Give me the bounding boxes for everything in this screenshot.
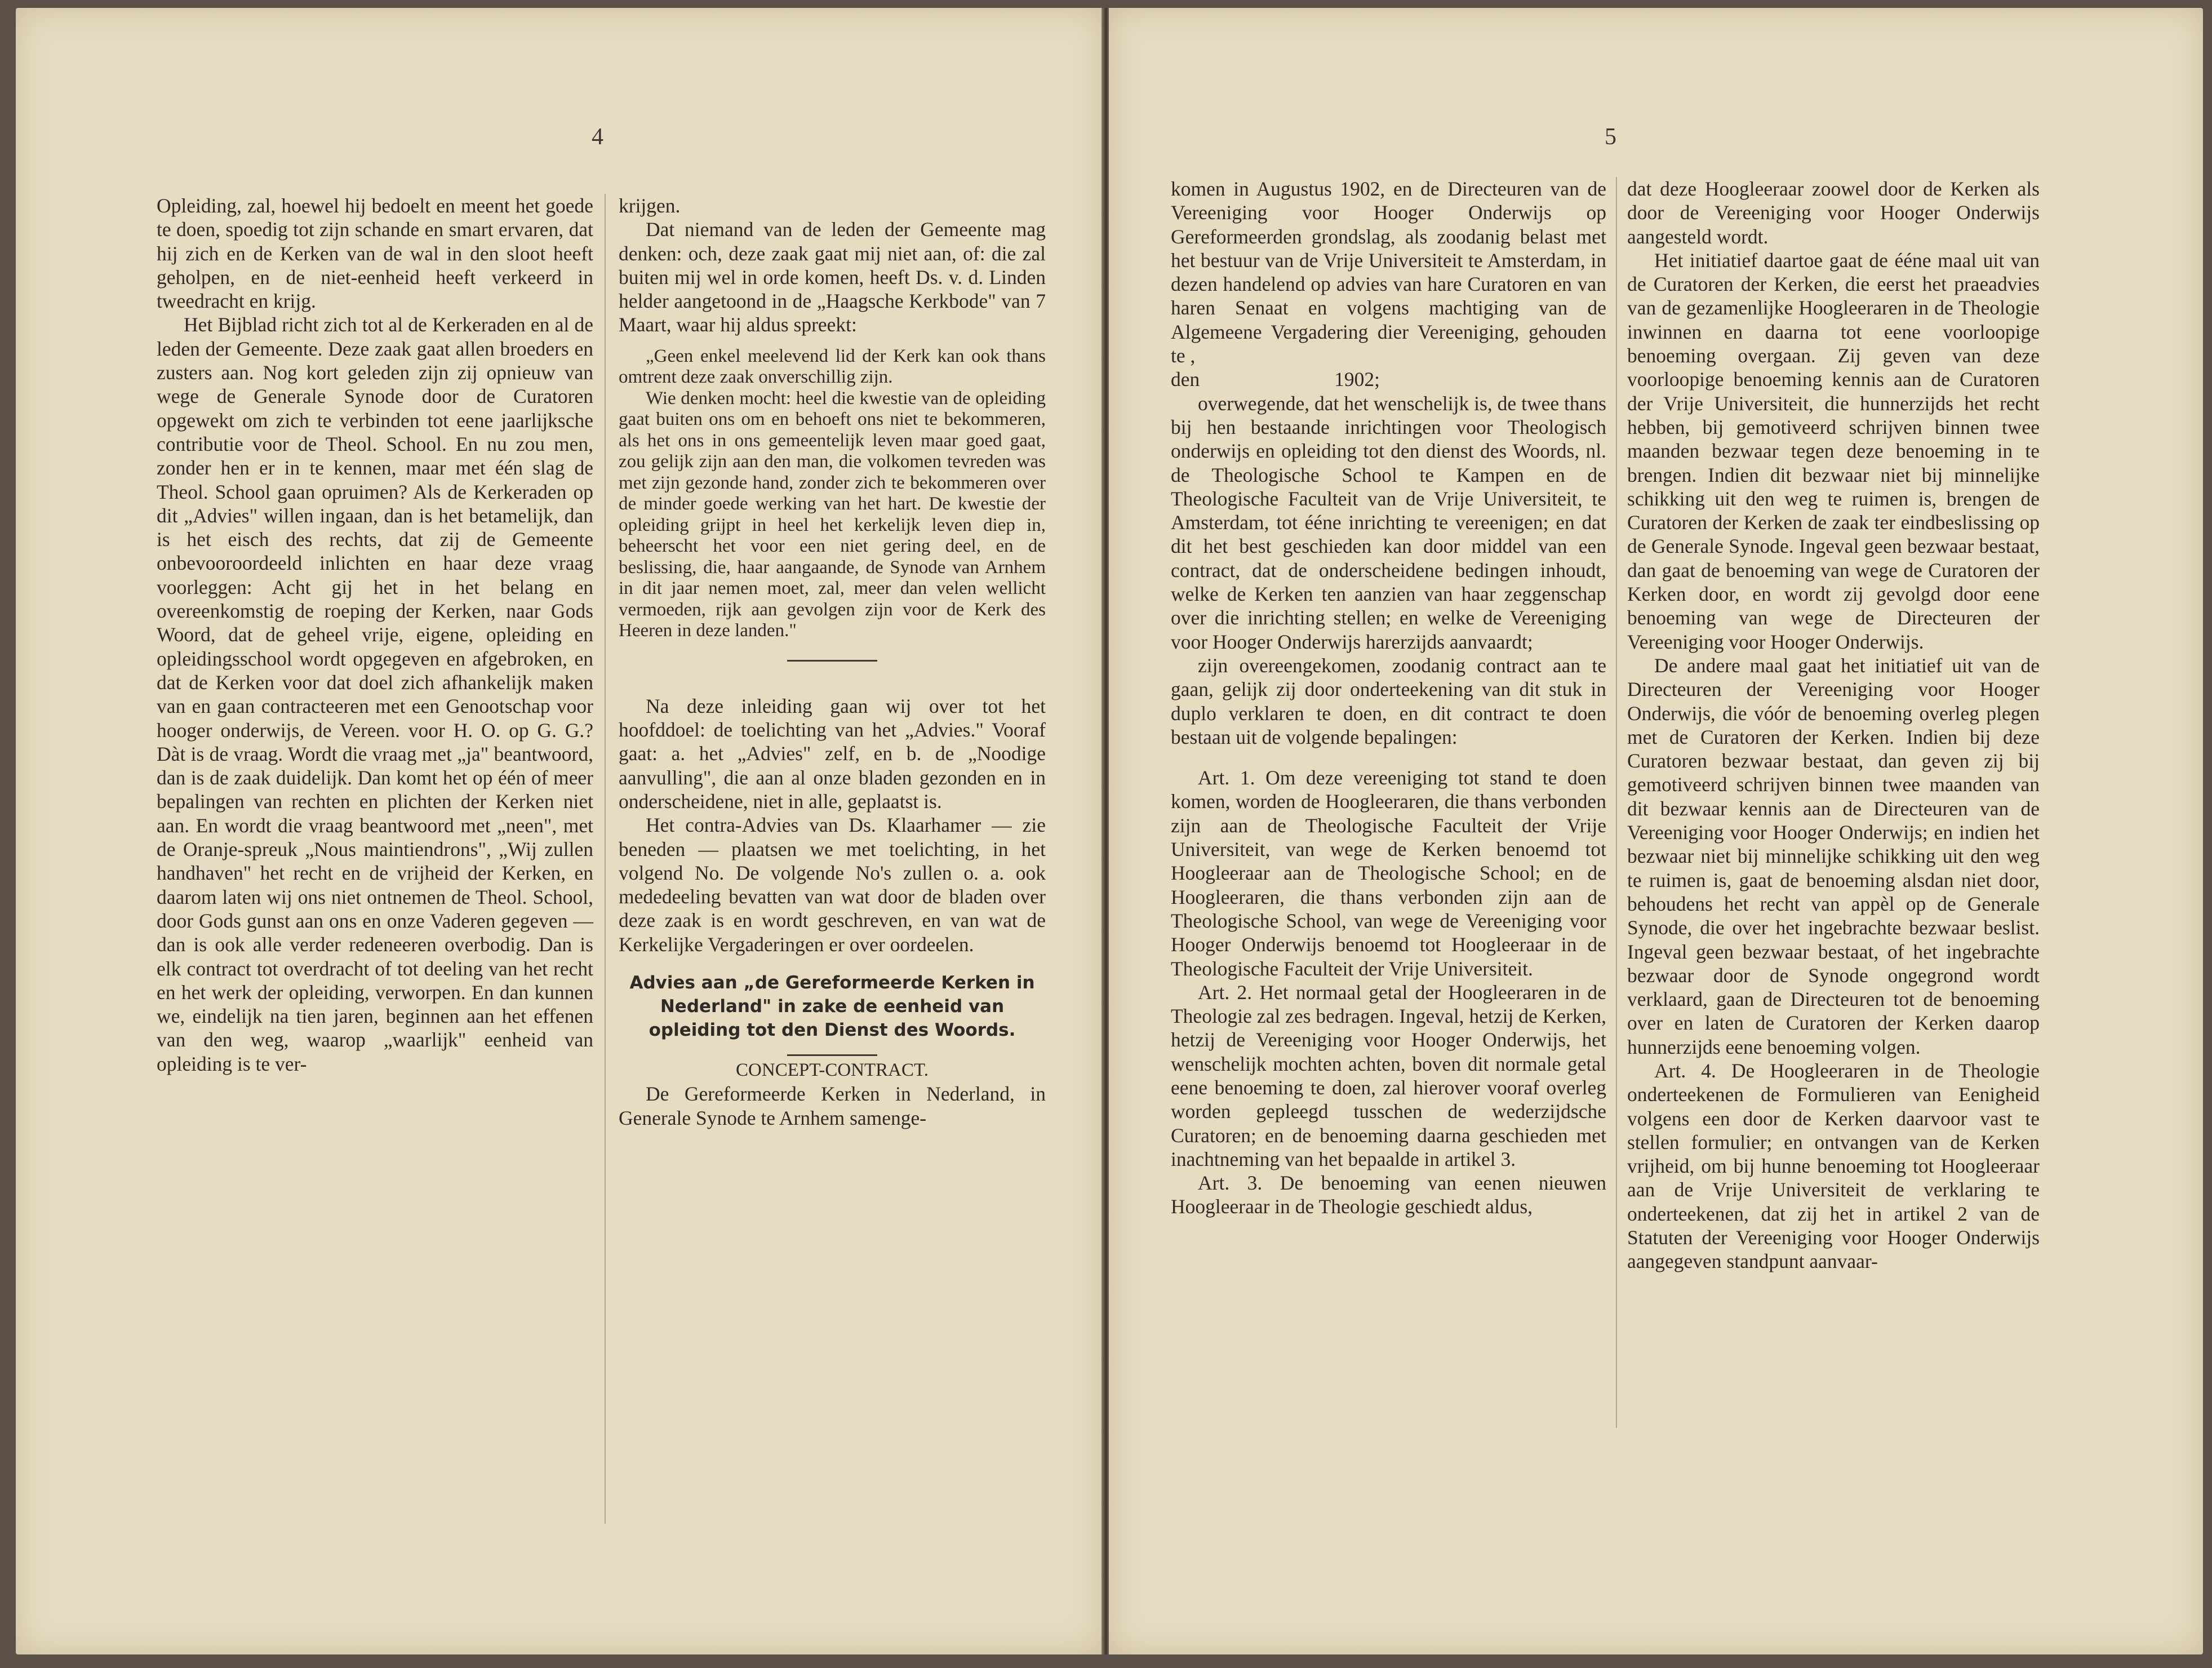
quote: „Geen enkel meelevend lid der Kerk kan ook thans omtrent deze zaak onverschillig zijn. [619, 345, 1046, 388]
paragraph: Na deze inleiding gaan wij over tot het hoofddoel: de toelichting van het „Advies." Vooraf gaat: a. het „Advies" zelf, en b. de „Noodige aanvulling", die aan al onze bladen gezonden en in onderscheidene, niet in alle, geplaatst is. [619, 694, 1046, 813]
paragraph: krijgen. [619, 194, 681, 217]
paragraph: Dat niemand van de leden der Gemeente mag denken: och, deze zaak gaat mij niet aan, of: die zal buiten mij wel in orde komen, heeft Ds. v. d. Linden helder aangetoond in de „Haagsche Kerkbode" van 7 Maart, waar hij aldus spreekt: [619, 218, 1046, 336]
paragraph: dat deze Hoogleeraar zoowel door de Kerken als door de Vereeniging voor Hooger Onderwijs aangesteld wordt. [1627, 178, 2040, 248]
left-page [16, 8, 1103, 1654]
paragraph: De andere maal gaat het initiatief uit van de Directeuren der Vereeniging voor Hooger Onderwijs, die vóór de benoeming overleg plegen met de Curatoren der Kerken. Indien bij deze Curatoren bezwaar bestaat, dan geven zij bij gemotiveerd schrijven binnen twee maanden van dit bezwaar kennis aan de Directeuren van de Vereeniging voor Hooger Onderwijs; en indien het bezwaar niet bij minnelijke schikking uit den weg te ruimen is, gaat de benoeming alsdan niet door, behoudens het recht van appèl op de Generale Synode, die over het ingebrachte bezwaar beslist. Ingeval geen bezwaar bestaat, of het ingebrachte bezwaar door de Synode ongegrond wordt verklaard, gaan de Directeuren tot de benoeming over en laten de Curatoren der Kerken daarop hunnerzijds eene benoeming volgen. [1627, 654, 2040, 1058]
article-4: Art. 4. De Hoogleeraren in de Theologie onderteekenen de Formulieren van Eenigheid volgens een door de Kerken daarvoor vast te stellen formulier; en ontvangen van de Kerken vrijheid, om bij hunne benoeming tot Hoogleeraar aan de Vrije Universiteit de verklaring te onderteekenen, dat zij het in artikel 2 van de Statuten der Vereeniging voor Hooger Onderwijs aangegeven standpunt aanvaar- [1627, 1059, 2040, 1273]
column-divider [1616, 177, 1617, 1428]
subheading: CONCEPT-CONTRACT. [736, 1060, 929, 1081]
article-1: Art. 1. Om deze vereeniging tot stand te doen komen, worden de Hoogleeraren, die thans verbonden zijn aan de Theologische Faculteit der Vrije Universiteit, van wege de Kerken benoemd tot Hoogleeraar aan de Theologische School; en de Hoogleeraren, die thans verbonden zijn aan de Theologische School, van wege de Vereeniging voor Hooger Onderwijs benoemd tot Hoogleeraar in de Theologische Faculteit der Vrije Universiteit. [1171, 766, 1606, 980]
right-page [1109, 8, 2203, 1654]
document-heading: Advies aan „de Gereformeerde Kerken in Nederland" in zake de eenheid van opleiding tot den Dienst des Woords. [629, 973, 1035, 1041]
paragraph: overwegende, dat het wenschelijk is, de twee thans bij hen bestaande inrichtingen voor Theologisch onderwijs en opleiding tot den dienst des Woords, nl. de Theologische School te Kampen en de Theologische Faculteit van de Vrije Universiteit, te Amsterdam, tot ééne inrichting te vereenigen; en dat dit het best geschieden kan door middel van een contract, dat de onderscheidene bedingen inhoudt, welke de Kerken ten aanzien van haar zeggenschap over die inrichting stellen; en welke de Vereeniging voor Hooger Onderwijs harerzijds aanvaardt; [1171, 392, 1606, 653]
paragraph: Opleiding, zal, hoewel hij bedoelt en meent het goede te doen, spoedig tot zijn schande en smart ervaren, dat hij zich en de Kerken van de wal in den sloot heeft geholpen, en de niet-eenheid heeft verkeerd in tweedracht en krijg. [157, 194, 593, 313]
page-number: 5 [1605, 124, 1616, 150]
right-column-1 [1171, 177, 1606, 1219]
paragraph: Het Bijblad richt zich tot al de Kerkeraden en al de leden der Gemeente. Deze zaak gaat allen broeders en zusters aan. Nog kort geleden zijn zij opnieuw van wege de Generale Synode door de Curatoren opgewekt om zich te verbinden tot eene jaarlijksche contributie voor de Theol. School. En nu zou men, zonder hen er in te kennen, maar met één slag de Theol. School gaan opruimen? Als de Kerkeraden op dit „Advies" willen ingaan, dan is het betamelijk, dan is het eisch des rechts, dat zij de Gemeente onbevooroordeeld inlichten en haar deze vraag voorleggen: Acht gij het in het belang en overeenkomstig de roeping der Kerken, naar Gods Woord, dat de geheel vrije, eigene, opleiding en opleidingsschool wordt opgegeven en afgebroken, en dat de Kerken voor dat doel zich afhankelijk maken van en gaan contracteeren met een Genootschap voor hooger onderwijs, de Vereen. voor H. O. op G. G.? Dàt is de vraag. Wordt die vraag met „ja" beantwoord, dan is de zaak duidelijk. Dan komt het op één of meer bepalingen van rechten en plichten der Kerken niet aan. En wordt die vraag beantwoord met „neen", met de Oranje-spreuk „Nous maintiendrons", „Wij zullen handhaven" het recht en de vrijheid der Kerken, en daarom laten wij ons niet ontnemen de Theol. School, door Gods gunst aan ons en onze Vaderen gegeven — dan is ook alle verder redeneeren overbodig. Dan is elk contract tot overdracht of tot deeling van het recht en het werk der opleiding, verworpen. En dan kunnen we, eindelijk na tien jaren, beginnen aan het effenen van den weg, waarop „waarlijk" eenheid van opleiding is te ver- [157, 313, 593, 1075]
heading-rule [787, 1054, 877, 1056]
paragraph: den 1902; [1171, 368, 1380, 391]
paragraph: De Gereformeerde Kerken in Nederland, in Generale Synode te Arnhem samenge- [619, 1083, 1046, 1129]
article-2: Art. 2. Het normaal getal der Hoogleeraren in de Theologie zal zes bedragen. Ingeval, hetzij de Kerken, hetzij de Vereeniging voor Hooger Onderwijs, het wenschelijk mochten achten, boven dit normale getal eene benoeming te doen, zal hierover vooraf overleg worden gepleegd tusschen de wederzijdsche Curatoren; en de benoeming daarna geschieden met inachtneming van het bepaalde in artikel 3. [1171, 981, 1606, 1170]
paragraph: komen in Augustus 1902, en de Directeuren van de Vereeniging voor Hooger Onderwijs op Gereformeerden grondslag, als zoodanig belast met het bestuur van de Vrije Universiteit te Amsterdam, in dezen handelend op advies van hare Curatoren en van haren Senaat en volgens machtiging van de Algemeene Vergadering dier Vereeniging, gehouden te , [1171, 178, 1606, 367]
quote: Wie denken mocht: heel die kwestie van de opleiding gaat buiten ons om en behoeft ons niet te bekommeren, als het ons in ons gemeentelijk leven maar goed gaat, zou gelijk zijn aan den man, die volkomen tevreden was met zijn gezonde hand, zonder zich te bekommeren over de minder goede werking van het hart. De kwestie der opleiding grijpt in heel het kerkelijk leven diep in, beheerscht het voor een niet gering deel, en de beslissing, die, haar aangaande, de Synode van Arnhem in dit jaar nemen moet, zal, meer dan velen wellicht vermoeden, rijk aan gevolgen zijn voor de Kerk des Heeren in deze landen." [619, 388, 1046, 641]
paragraph: Het contra-Advies van Ds. Klaarhamer — zie beneden — plaatsen we met toelichting, in het volgend No. De volgende No's zullen o. a. ook mededeeling bevatten van wat door de bladen over deze zaak is en wordt geschreven, en van wat de Kerkelijke Vergaderingen er over oordeelen. [619, 814, 1046, 956]
section-rule [787, 660, 877, 662]
paragraph: zijn overeengekomen, zoodanig contract aan te gaan, gelijk zij door onderteekening van dit stuk in duplo verklaren te doen, en dit contract te doen bestaan uit de volgende bepalingen: [1171, 654, 1606, 748]
column-divider [605, 194, 606, 1524]
left-column-1 [157, 194, 593, 1076]
paragraph: Het initiatief daartoe gaat de ééne maal uit van de Curatoren der Kerken, die eerst het praeadvies van de gezamenlijke Hoogleeraren in de Theologie inwinnen en daarna tot eene voorloopige benoeming overgaan. Zij geven van deze voorloopige benoeming kennis aan de Curatoren der Vrije Universiteit, die hunnerzijds het recht hebben, bij gemotiveerd schrijven binnen twee maanden bezwaar tegen deze benoeming in te brengen. Indien dit bezwaar niet bij minnelijke schikking uit den weg te ruimen is, brengen de Curatoren der Kerken de zaak ter eindbeslissing op de Generale Synode. Ingeval geen bezwaar bestaat, dan gaat de benoeming van wege de Curatoren der Kerken door, en wordt zij gevolgd door eene benoeming van wege de Directeuren der Vereeniging voor Hooger Onderwijs. [1627, 249, 2040, 653]
right-column-2 [1627, 177, 2040, 1274]
page-number: 4 [592, 124, 603, 150]
article-3: Art. 3. De benoeming van eenen nieuwen Hoogleeraar in de Theologie geschiedt aldus, [1171, 1172, 1606, 1218]
left-column-2 [619, 194, 1046, 1130]
